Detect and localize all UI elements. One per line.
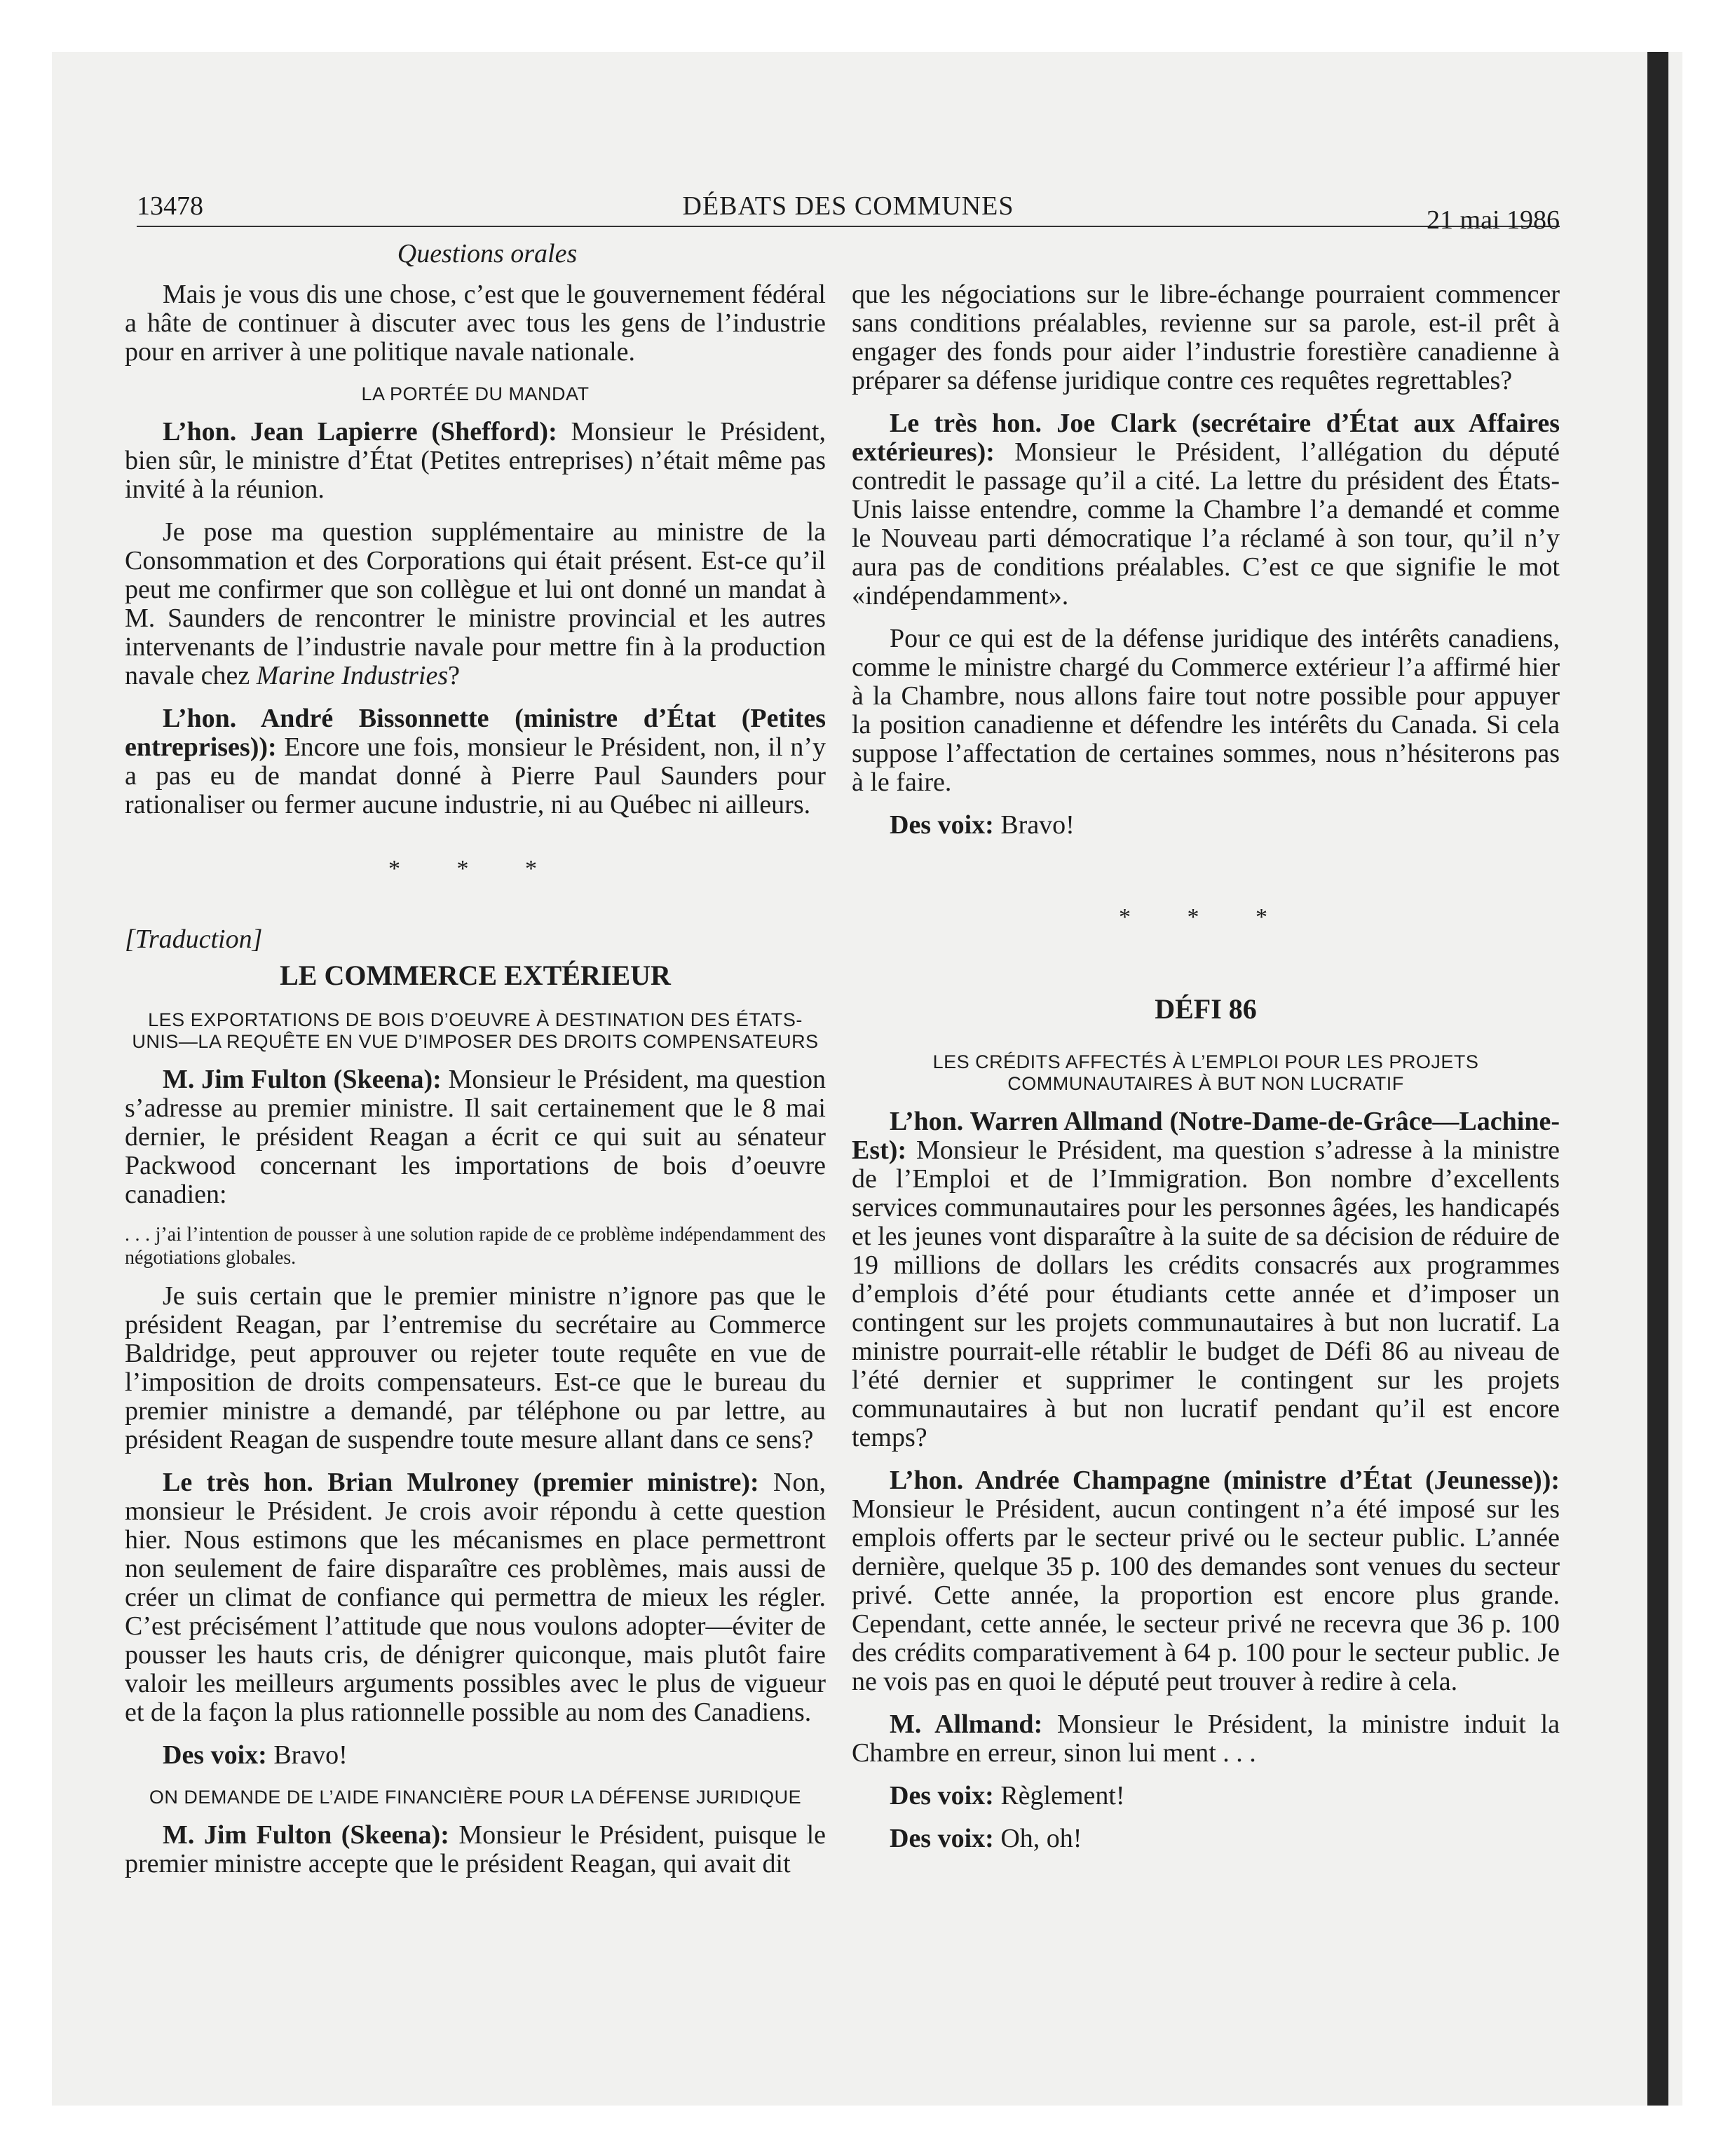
paragraph: que les négociations sur le libre-échange pourraient commencer sans conditions préalables, revienne sur sa parole, est-il prêt à engager des fonds pour aider l’industrie forestière canadienne à préparer sa défense juridique contre ces requêtes regrettables? xyxy=(852,280,1560,395)
speaker: L’hon. Warren Allmand (Notre-Dame-de-Grâce—Lachine-Est): xyxy=(852,1107,1560,1165)
right-column xyxy=(852,280,1560,1867)
paragraph: Des voix: Règlement! xyxy=(890,1781,1125,1810)
paragraph: L’hon. Warren Allmand (Notre-Dame-de-Grâce—Lachine-Est): Monsieur le Président, ma question s’adresse à la ministre de l’Emploi et de l’Immigration. Bon nombre d’excellents services communautaires pour les personnes âgées, les handicapés et les jeunes vont disparaître à la suite de sa décision de réduire de 19 millions de dollars les crédits consacrés aux programmes d’emplois d’été pour étudiants cette année et d’imposer un contingent sur les projets communautaires à but non lucratif. La ministre pourrait-elle rétablir le budget de Défi 86 au niveau de l’été dernier et supprimer le contingent sur les projets communautaires à but non lucratif pendant qu’il est encore temps? xyxy=(852,1107,1560,1452)
speaker: Le très hon. Brian Mulroney (premier ministre): xyxy=(163,1468,759,1497)
issue-date: 21 mai 1986 xyxy=(1427,205,1560,235)
speaker: Des voix: xyxy=(890,810,994,840)
paragraph: Le très hon. Brian Mulroney (premier ministre): Non, monsieur le Président. Je crois avoir répondu à cette question hier. Nous estimons que les mécanismes en place permettront non seulement de faire disparaître ces problèmes, mais aussi de créer un climat de confiance qui permettra de mieux les régler. C’est précisément l’attitude que nous voulons adopter—éviter de pousser les hauts cris, de dénigrer quiconque, mais plutôt faire valoir les meilleurs arguments possibles avec le plus de vigueur et de la façon la plus rationnelle possible au nom des Canadiens. xyxy=(125,1468,826,1727)
paragraph: Des voix: Bravo! xyxy=(163,1740,348,1770)
paragraph: Mais je vous dis une chose, c’est que le gouvernement fédéral a hâte de continuer à discuter avec tous les gens de l’industrie pour en arriver à une politique navale nationale. xyxy=(125,280,826,367)
subheading: LES EXPORTATIONS DE BOIS D’OEUVRE À DESTINATION DES ÉTATS-UNIS—LA REQUÊTE EN VUE D’IMPOSER DES DROITS COMPENSATEURS xyxy=(132,1009,819,1052)
paragraph: L’hon. André Bissonnette (ministre d’État (Petites entreprises)): Encore une fois, monsieur le Président, non, il n’y a pas eu de mandat donné à Pierre Paul Saunders pour rationaliser ou fermer aucune industrie, ni au Québec ni ailleurs. xyxy=(125,704,826,819)
section-separator: * * * xyxy=(1119,904,1293,930)
section-separator: * * * xyxy=(388,856,562,882)
left-column xyxy=(125,280,826,1892)
translation-note: [Traduction] xyxy=(125,925,263,954)
page-number: 13478 xyxy=(137,191,203,221)
speaker: Des voix: xyxy=(890,1824,994,1853)
speaker: L’hon. Jean Lapierre (Shefford): xyxy=(163,417,557,446)
paragraph: M. Allmand: Monsieur le Président, la ministre induit la Chambre en erreur, sinon lui ment . . . xyxy=(852,1710,1560,1768)
italic-name: Marine Industries xyxy=(256,661,449,690)
block-quote: . . . j’ai l’intention de pousser à une solution rapide de ce problème indépendamment des négotiations globales. xyxy=(125,1224,826,1269)
paragraph: M. Jim Fulton (Skeena): Monsieur le Président, puisque le premier ministre accepte que le président Reagan, qui avait dit xyxy=(125,1820,826,1878)
speaker: M. Jim Fulton (Skeena): xyxy=(163,1820,449,1850)
speaker: L’hon. André Bissonnette (ministre d’État (Petites entreprises)): xyxy=(125,704,826,762)
page-header xyxy=(137,184,1560,235)
paragraph: Pour ce qui est de la défense juridique des intérêts canadiens, comme le ministre chargé du Commerce extérieur l’a affirmé hier à la Chambre, nous allons faire tout notre possible pour appuyer la position canadienne et défendre les intérêts du Canada. Si cela suppose l’affectation de certaines sommes, nous n’hésiterons pas à le faire. xyxy=(852,624,1560,797)
section-title: LE COMMERCE EXTÉRIEUR xyxy=(280,960,671,991)
speaker: Des voix: xyxy=(890,1781,994,1810)
paragraph: Des voix: Bravo! xyxy=(890,810,1075,840)
paragraph: Je pose ma question supplémentaire au ministre de la Consommation et des Corporations qui était présent. Est-ce qu’il peut me confirmer que son collègue et lui ont donné un mandat à M. Saunders de rencontrer le ministre provincial et les autres intervenants de l’industrie navale pour mettre fin à la production navale chez Marine Industries? xyxy=(125,517,826,690)
speaker: M. Allmand: xyxy=(890,1710,1043,1739)
speaker: Le très hon. Joe Clark (secrétaire d’État aux Affaires extérieures): xyxy=(852,409,1560,467)
paragraph: L’hon. Jean Lapierre (Shefford): Monsieur le Président, bien sûr, le ministre d’État (Petites entreprises) n’était même pas invité à la réunion. xyxy=(125,417,826,504)
speaker: Des voix: xyxy=(163,1740,267,1770)
subheading: LES CRÉDITS AFFECTÉS À L’EMPLOI POUR LES PROJETS COMMUNAUTAIRES À BUT NON LUCRATIF xyxy=(932,1051,1479,1094)
paragraph: Des voix: Oh, oh! xyxy=(890,1824,1082,1853)
section-title: DÉFI 86 xyxy=(1155,993,1257,1025)
paragraph: Le très hon. Joe Clark (secrétaire d’État aux Affaires extérieures): Monsieur le Président, l’allégation du député contredit le passage qu’il a cité. La lettre du président des États-Unis laisse entendre, comme la Chambre l’a demandé et comme le Nouveau parti démocratique l’a réclamé à son tour, qu’il n’y aura pas de conditions préalables. C’est ce que signifie le mot «indépendamment». xyxy=(852,409,1560,610)
speaker: M. Jim Fulton (Skeena): xyxy=(163,1065,442,1094)
subheading: LA PORTÉE DU MANDAT xyxy=(361,383,590,404)
section-label: Questions orales xyxy=(397,239,578,268)
paragraph: L’hon. Andrée Champagne (ministre d’État (Jeunesse)): Monsieur le Président, aucun contingent n’a été imposé sur les emplois offerts par le secteur privé ou le secteur public. L’année dernière, quelque 35 p. 100 des demandes sont venues du secteur privé. Cette année, la proportion est encore plus grande. Cependant, cette année, le secteur privé ne recevra que 36 p. 100 des crédits comparativement à 64 p. 100 pour le secteur public. Je ne vois pas en quoi le député peut trouver à redire à cela. xyxy=(852,1466,1560,1696)
paragraph: Je suis certain que le premier ministre n’ignore pas que le président Reagan, par l’entremise du secrétaire au Commerce Baldridge, peut approuver ou rejeter toute requête en vue de l’imposition de droits compensateurs. Est-ce que le bureau du premier ministre a demandé, par téléphone ou par lettre, au président Reagan de suspendre toute mesure allant dans ce sens? xyxy=(125,1281,826,1454)
scan-edge-shadow xyxy=(1647,52,1668,2106)
publication-title: DÉBATS DES COMMUNES xyxy=(682,191,1014,221)
speaker: L’hon. Andrée Champagne (ministre d’État (Jeunesse)): xyxy=(890,1466,1560,1495)
paragraph: M. Jim Fulton (Skeena): Monsieur le Président, ma question s’adresse au premier ministre. Il sait certainement que le 8 mai dernier, le président Reagan a écrit ce qui suit au sénateur Packwood concernant les importations de bois d’oeuvre canadien: xyxy=(125,1065,826,1209)
subheading: ON DEMANDE DE L’AIDE FINANCIÈRE POUR LA DÉFENSE JURIDIQUE xyxy=(149,1787,802,1808)
